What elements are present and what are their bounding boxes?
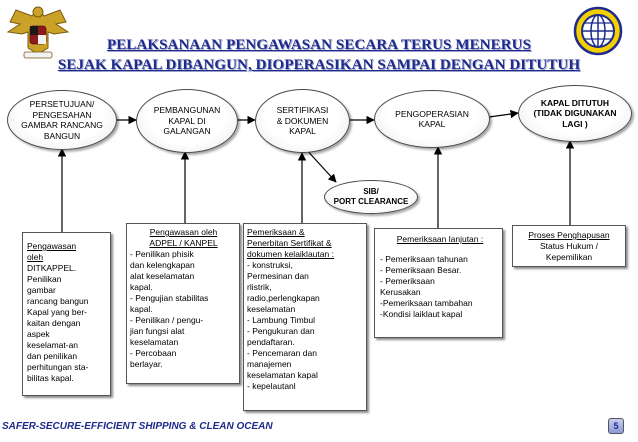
box5-item: Status Hukum / [539, 241, 599, 251]
box1-item: perhitungan sta- [27, 362, 89, 372]
stage-pembangunan [136, 89, 238, 153]
box-pemeriksaan-lanjutan [374, 228, 503, 338]
box1-item: gambar [27, 285, 56, 295]
box3-item: radio,perlengkapan keselamatan [247, 293, 320, 314]
box1-item: Kapal yang ber- [27, 307, 88, 317]
box5-heading: Proses Penghapusan [528, 230, 610, 240]
title-line-1: PELAKSANAAN PENGAWASAN SECARA TERUS MENERUS [106, 37, 532, 53]
box3-item: - Lambung Timbul [247, 315, 316, 325]
stage-kapal-ditutuh [518, 85, 632, 142]
box4-heading: Pemeriksaan lanjutan : [396, 234, 484, 244]
box4-item: - Pemeriksaan tahunan [380, 254, 468, 264]
box1-heading: Pengawasan oleh [27, 241, 77, 262]
box4-item: - Pemeriksaan Kerusakan [380, 276, 435, 297]
box1-item: Penilikan [27, 274, 62, 284]
box4-item: - Pemeriksaan Besar. [380, 265, 462, 275]
box-pengawasan-adpel [126, 223, 240, 384]
box5-item: Kepemilikan [545, 252, 593, 262]
arrow-stage4-stage5 [489, 113, 518, 117]
sib-port-clearance [324, 180, 418, 214]
stage-persetujuan [7, 90, 117, 150]
page-number: 5 [608, 418, 624, 434]
box1-item: keselamat-an [27, 340, 79, 350]
box1-item: rancang bangun [27, 296, 89, 306]
box-pemeriksaan-sertifikat [243, 223, 367, 411]
sib-port-clearance-label: SIB/ PORT CLEARANCE [333, 187, 409, 206]
box3-item: - konstruksi, Permesinan dan rlistrik, [247, 260, 309, 292]
stage-persetujuan-label: PERSETUJUAN/ PENGESAHAN GAMBAR RANCANG BANGUN [21, 99, 103, 141]
box2-heading: Pengawasan oleh ADPEL / KANPEL [149, 227, 218, 248]
box2-item: - Penilikan / pengu- jian fungsi alat keselamatan [130, 315, 204, 347]
stage-sertifikasi-label: SERTIFIKASI & DOKUMEN KAPAL [276, 105, 329, 137]
box2-item: - Pengujian stabilitas kapal. [130, 293, 209, 314]
stage-sertifikasi [255, 89, 350, 153]
stage-kapal-ditutuh-label: KAPAL DITUTUH (TIDAK DIGUNAKAN LAGI ) [533, 97, 617, 129]
stage-pengoperasian [374, 90, 490, 148]
box4-item: -Pemeriksaan tambahan [380, 298, 473, 308]
box1-item: aspek [27, 329, 50, 339]
box4-item: -Kondisi laiklaut kapal [380, 309, 463, 319]
stage-pengoperasian-label: PENGOPERASIAN KAPAL [395, 108, 469, 129]
box2-list [130, 249, 237, 370]
box3-item: - Pencemaran dan manajemen keselamatan kapal [247, 348, 318, 380]
box3-item: - Pengukuran dan pendaftaran. [247, 326, 315, 347]
box1-item: dan penilikan [27, 351, 78, 361]
footer-tagline: SAFER-SECURE-EFFICIENT SHIPPING & CLEAN OCEAN [2, 421, 273, 432]
box-pengawasan-ditkappel [22, 232, 111, 396]
stage-pembangunan-label: PEMBANGUNAN KAPAL DI GALANGAN [153, 105, 221, 137]
box-proses-penghapusan [512, 225, 626, 267]
box2-item: - Penilikan phisik dan kelengkapan alat keselamatan kapal. [130, 249, 195, 292]
title-line-2: SEJAK KAPAL DIBANGUN, DIOPERASIKAN SAMPAI DENGAN DITUTUH [57, 57, 581, 73]
box3-list [247, 260, 364, 392]
box3-item: - kepelautanl [247, 381, 296, 391]
box5-list [515, 241, 623, 263]
box1-item: bilitas kapal. [27, 373, 74, 383]
box1-list [27, 263, 107, 384]
box2-item: - Percobaan berlayar. [130, 348, 177, 369]
box1-item: DITKAPPEL. [27, 263, 77, 273]
box3-heading: Pemeriksaan & Penerbitan Sertifikat & dokumen kelaiklautan : [247, 227, 334, 259]
box1-item: kaitan dengan [27, 318, 81, 328]
box4-list [380, 254, 500, 320]
